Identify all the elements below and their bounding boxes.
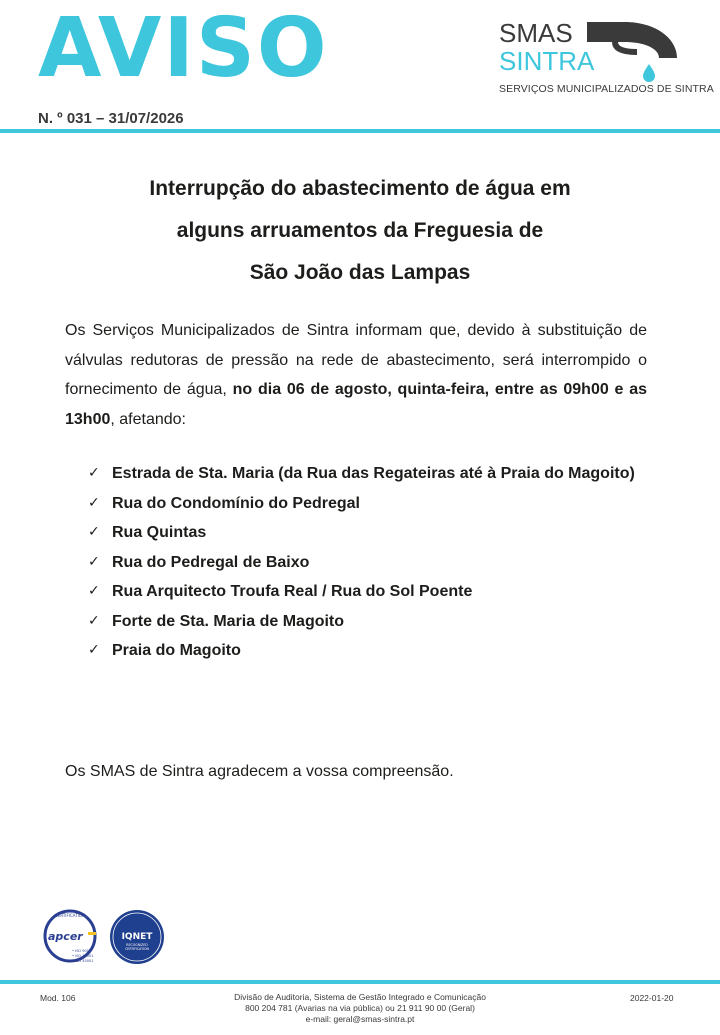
list-item	[88, 489, 648, 519]
iqnet-certification: CERTIFICATION	[125, 947, 149, 951]
checkmark-icon: ✓	[88, 612, 100, 629]
notice-number: N. º 031 – 31/07/2026	[38, 110, 184, 127]
apcer-name: apcer	[48, 930, 83, 943]
water-tap-icon	[585, 20, 685, 82]
list-item	[88, 636, 648, 666]
apcer-iso-45001: • ISO 45001	[72, 959, 94, 963]
street-name: Forte de Sta. Maria de Magoito	[112, 612, 345, 630]
affected-streets-list	[88, 459, 648, 666]
footer-department: Divisão de Auditoria, Sistema de Gestão Integrado e Comunicação	[234, 992, 486, 1002]
apcer-iso-9001: • ISO 9001	[72, 949, 92, 953]
street-name: Estrada de Sta. Maria (da Rua das Regateiras até à Praia do Magoito)	[112, 465, 635, 482]
checkmark-icon: ✓	[88, 524, 100, 540]
title-line: Interrupção do abastecimento de água em	[149, 177, 571, 200]
apcer-top-text: CERTIFICATION	[55, 913, 85, 918]
notice-heading: AVISO	[38, 1, 329, 96]
apcer-iso-14001: • ISO 14001	[72, 954, 94, 958]
footer-phones: 800 204 781 (Avarias na via pública) ou 21 911 90 00 (Geral)	[245, 1003, 475, 1013]
list-item	[88, 459, 648, 489]
street-name: Rua do Pedregal de Baixo	[112, 553, 310, 571]
header-divider	[0, 129, 720, 133]
body-intro: Os Serviços Municipalizados de Sintra informam que, devido à substituição de válvulas redutoras de pressão na rede de abastecimento, será interrompido o fornecimento de água,	[65, 322, 647, 398]
street-name: Rua Arquitecto Troufa Real / Rua do Sol Poente	[112, 583, 473, 600]
logo-text-smas: SMAS	[499, 18, 573, 48]
form-date: 2022-01-20	[630, 993, 674, 1003]
list-item	[88, 607, 648, 637]
body-outro: , afetando:	[110, 410, 186, 428]
title-line: São João das Lampas	[249, 261, 471, 284]
logo-subtitle: SERVIÇOS MUNICIPALIZADOS DE SINTRA	[499, 83, 714, 95]
street-name: Rua Quintas	[112, 524, 207, 541]
iqnet-certification-seal	[108, 908, 166, 966]
footer-divider	[0, 980, 720, 984]
iqnet-recognized: RECOGNIZED	[126, 943, 148, 947]
smas-sintra-logo	[497, 18, 714, 100]
notice-title	[60, 168, 660, 294]
checkmark-icon: ✓	[88, 494, 100, 511]
title-line: alguns arruamentos da Freguesia de	[176, 219, 544, 242]
form-model: Mod. 106	[40, 993, 76, 1003]
closing-text: Os SMAS de Sintra agradecem a vossa compreensão.	[65, 763, 454, 780]
checkmark-icon: ✓	[88, 465, 100, 481]
list-item	[88, 577, 648, 607]
list-item	[88, 548, 648, 578]
logo-text-sintra: SINTRA	[499, 46, 595, 76]
street-name: Rua do Condomínio do Pedregal	[112, 494, 360, 512]
iqnet-name: IQNET	[121, 932, 153, 942]
apcer-certification-seal	[42, 908, 102, 972]
footer-email: e-mail: geral@smas-sintra.pt	[305, 1014, 415, 1024]
checkmark-icon: ✓	[88, 642, 100, 658]
notice-body	[65, 316, 647, 434]
body-date-time: no dia 06 de agosto, quinta-feira, entre as 09h00 e as 13h00	[65, 381, 647, 428]
checkmark-icon: ✓	[88, 583, 100, 599]
checkmark-icon: ✓	[88, 553, 100, 570]
list-item	[88, 518, 648, 548]
footer-contact	[190, 992, 530, 1025]
street-name: Praia do Magoito	[112, 642, 241, 659]
